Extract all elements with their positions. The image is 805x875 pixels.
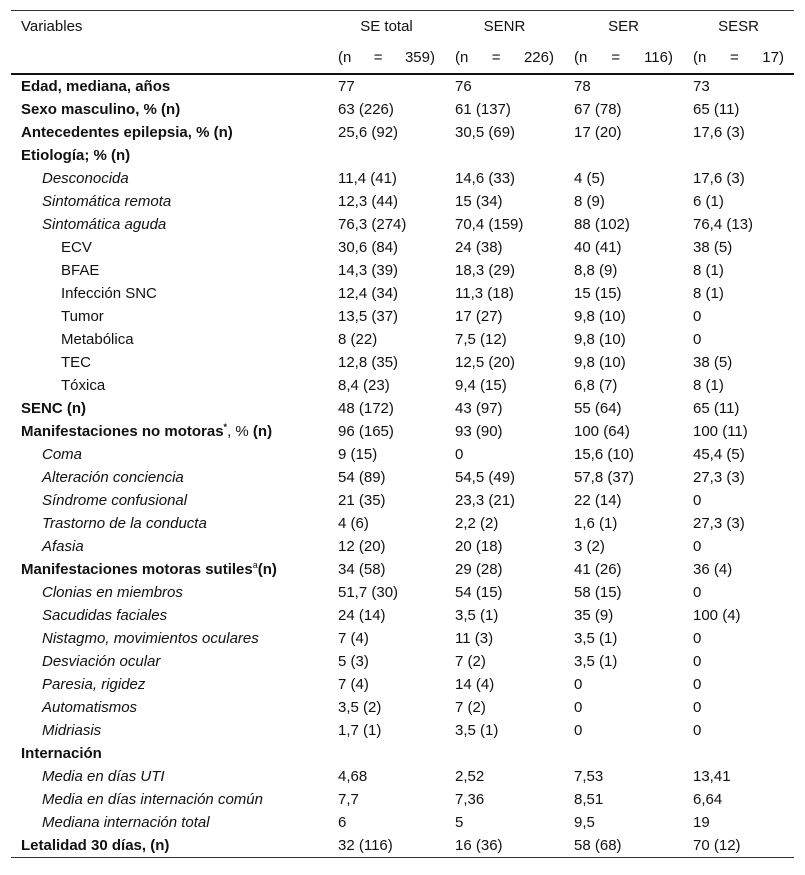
table-row (11, 581, 794, 604)
n-equals: = (729, 49, 739, 66)
cell-sesr (683, 742, 794, 765)
table-row (11, 788, 794, 811)
cell-se-total: 7,7 (338, 791, 359, 808)
cell-se-total: 7 (4) (338, 630, 369, 647)
cell-senr: 54,5 (49) (455, 469, 516, 486)
cell-sesr: 76,4 (13) (693, 216, 754, 233)
cell-ser: 7,53 (574, 768, 604, 785)
row-label: Nistagmo, movimientos oculares (42, 630, 259, 647)
n-value: 116) (644, 49, 673, 66)
cell-senr: 29 (28) (455, 561, 503, 578)
row-label: Letalidad 30 días, (n) (11, 834, 328, 858)
cell-senr: 20 (18) (455, 538, 503, 555)
cell-ser: 55 (64) (574, 400, 622, 417)
header-n-ser (564, 42, 683, 74)
cell-se-total: 76,3 (274) (338, 216, 407, 233)
cell-senr: 3,5 (1) (455, 607, 499, 624)
cell-senr: 7,36 (455, 791, 485, 808)
cell-sesr: 8 (1) (693, 285, 724, 302)
row-label: Coma (42, 446, 83, 463)
n-open: (n (693, 49, 707, 66)
table-row (11, 144, 794, 167)
cell-sesr: 17,6 (3) (693, 170, 745, 187)
footnote-marker: a (252, 560, 258, 570)
header-se-total: SE total (328, 11, 445, 43)
table-row (11, 443, 794, 466)
cell-se-total: 32 (116) (328, 834, 445, 858)
cell-sesr: 45,4 (5) (693, 446, 745, 463)
cell-se-total: 51,7 (30) (338, 584, 399, 601)
cell-senr: 2,52 (455, 768, 485, 785)
cell-se-total: 12 (20) (338, 538, 386, 555)
cell-ser: 0 (574, 676, 583, 693)
table-row (11, 420, 794, 443)
row-label-suffix: (n) (252, 423, 273, 440)
cell-ser: 6,8 (7) (574, 377, 618, 394)
cell-se-total: 25,6 (92) (338, 124, 399, 141)
table-row (11, 489, 794, 512)
cell-senr: 2,2 (2) (455, 515, 499, 532)
cell-ser: 58 (15) (574, 584, 622, 601)
cell-sesr: 0 (693, 676, 702, 693)
cell-sesr: 8 (1) (693, 377, 724, 394)
n-value: 17) (762, 49, 784, 66)
cell-se-total: 6 (338, 814, 347, 831)
cell-senr: 3,5 (1) (455, 722, 499, 739)
cell-sesr: 65 (11) (693, 101, 740, 118)
cell-sesr: 73 (693, 78, 710, 95)
n-value: 359) (404, 49, 435, 66)
table-row (11, 650, 794, 673)
cell-se-total: 34 (58) (338, 561, 386, 578)
row-label: Metabólica (61, 331, 134, 348)
cell-sesr: 0 (693, 653, 702, 670)
cell-sesr: 6 (1) (693, 193, 724, 210)
cell-senr: 17 (27) (455, 308, 503, 325)
cell-ser: 40 (41) (574, 239, 622, 256)
cell-ser: 8,51 (574, 791, 604, 808)
cell-se-total (328, 742, 445, 765)
cell-se-total: 48 (172) (338, 400, 394, 417)
cell-sesr: 13,41 (693, 768, 731, 785)
cell-ser: 9,8 (10) (574, 354, 626, 371)
cell-se-total: 4 (6) (338, 515, 369, 532)
table-row (11, 811, 794, 834)
table-body (11, 74, 794, 858)
row-label (11, 420, 328, 443)
results-table (11, 10, 794, 858)
row-label: Alteración conciencia (42, 469, 184, 486)
row-label: SENC (n) (21, 400, 86, 417)
cell-sesr: 0 (693, 584, 702, 601)
cell-se-total: 3,5 (2) (338, 699, 382, 716)
cell-se-total: 77 (338, 78, 355, 95)
n-value: 226) (523, 49, 554, 66)
table-row (11, 167, 794, 190)
row-label: Desviación ocular (42, 653, 161, 670)
cell-ser: 22 (14) (574, 492, 622, 509)
cell-ser (564, 742, 683, 765)
cell-se-total: 21 (35) (338, 492, 386, 509)
row-label: Midriasis (42, 722, 102, 739)
row-label: Infección SNC (61, 285, 157, 302)
row-label: Internación (21, 745, 102, 762)
cell-ser: 0 (574, 722, 583, 739)
n-open: (n (455, 49, 469, 66)
row-label: Desconocida (42, 170, 129, 187)
cell-senr (445, 742, 564, 765)
cell-senr: 9,4 (15) (455, 377, 507, 394)
table-row (11, 696, 794, 719)
cell-sesr: 38 (5) (693, 354, 733, 371)
row-label: TEC (61, 354, 91, 371)
cell-ser: 3 (2) (574, 538, 605, 555)
cell-ser: 4 (5) (574, 170, 605, 187)
row-label: Automatismos (42, 699, 138, 716)
cell-ser: 3,5 (1) (574, 653, 618, 670)
cell-senr: 5 (455, 814, 464, 831)
cell-ser: 41 (26) (574, 561, 622, 578)
cell-sesr (683, 144, 794, 167)
cell-ser: 8 (9) (574, 193, 605, 210)
cell-sesr: 8 (1) (693, 262, 724, 279)
row-label: Antecedentes epilepsia, % (n) (21, 124, 233, 141)
row-label-text: Manifestaciones no motoras (21, 423, 224, 440)
row-label: Sexo masculino, % (n) (21, 101, 181, 118)
cell-se-total: 12,8 (35) (338, 354, 399, 371)
table-row (11, 627, 794, 650)
table-row (11, 305, 794, 328)
cell-sesr: 17,6 (3) (693, 124, 745, 141)
cell-se-total (328, 144, 445, 167)
cell-se-total: 54 (89) (338, 469, 386, 486)
table-row (11, 673, 794, 696)
row-label: Media en días UTI (42, 768, 165, 785)
cell-ser: 17 (20) (574, 124, 622, 141)
row-label: ECV (61, 239, 92, 256)
cell-sesr: 19 (693, 814, 710, 831)
cell-sesr: 0 (693, 538, 702, 555)
table-row (11, 397, 794, 420)
cell-se-total: 12,4 (34) (338, 285, 399, 302)
cell-se-total: 11,4 (41) (338, 170, 397, 187)
cell-senr: 0 (455, 446, 464, 463)
row-label: Etiología; % (n) (21, 147, 131, 164)
table-row (11, 558, 794, 581)
header-variables: Variables (11, 11, 328, 43)
cell-senr: 30,5 (69) (455, 124, 516, 141)
cell-senr: 23,3 (21) (455, 492, 516, 509)
cell-ser: 88 (102) (574, 216, 630, 233)
header-n-row (11, 42, 794, 74)
table-row (11, 765, 794, 788)
table-row (11, 259, 794, 282)
row-label: Sintomática aguda (42, 216, 167, 233)
cell-senr: 70,4 (159) (455, 216, 524, 233)
row-label: Mediana internación total (42, 814, 210, 831)
cell-sesr: 27,3 (3) (693, 469, 745, 486)
cell-sesr: 0 (693, 722, 702, 739)
cell-se-total: 63 (226) (338, 101, 394, 118)
cell-se-total: 12,3 (44) (338, 193, 399, 210)
n-equals: = (491, 49, 501, 66)
cell-se-total: 7 (4) (338, 676, 369, 693)
table-row (11, 236, 794, 259)
cell-se-total: 9 (15) (338, 446, 378, 463)
cell-senr: 15 (34) (455, 193, 503, 210)
n-open: (n (574, 49, 588, 66)
cell-ser: 35 (9) (574, 607, 614, 624)
cell-sesr: 70 (12) (683, 834, 794, 858)
row-label-suffix-plain: , % (227, 423, 253, 440)
cell-se-total: 5 (3) (338, 653, 369, 670)
cell-sesr: 0 (693, 308, 702, 325)
cell-ser: 9,5 (574, 814, 595, 831)
row-label: Tóxica (61, 377, 106, 394)
cell-se-total: 14,3 (39) (338, 262, 399, 279)
results-table-container (11, 10, 794, 858)
cell-senr: 18,3 (29) (455, 262, 516, 279)
header-n-sesr (683, 42, 794, 74)
cell-senr: 7 (2) (455, 653, 486, 670)
cell-ser: 15 (15) (574, 285, 622, 302)
table-row (11, 604, 794, 627)
header-sesr: SESR (683, 11, 794, 43)
table-row (11, 466, 794, 489)
cell-senr: 14 (4) (455, 676, 495, 693)
n-equals: = (373, 49, 383, 66)
footnote-marker: * (223, 422, 228, 432)
cell-ser (564, 144, 683, 167)
cell-ser: 0 (574, 699, 583, 716)
table-row (11, 719, 794, 742)
cell-senr: 93 (90) (455, 423, 503, 440)
row-label: Sacudidas faciales (42, 607, 168, 624)
header-ser: SER (564, 11, 683, 43)
cell-senr: 76 (455, 78, 472, 95)
table-row (11, 512, 794, 535)
row-label: Paresia, rigidez (42, 676, 146, 693)
row-label: Trastorno de la conducta (42, 515, 207, 532)
cell-se-total: 13,5 (37) (338, 308, 399, 325)
cell-ser: 58 (68) (564, 834, 683, 858)
row-label: BFAE (61, 262, 100, 279)
table-row (11, 535, 794, 558)
cell-ser: 8,8 (9) (574, 262, 618, 279)
cell-ser: 9,8 (10) (574, 308, 626, 325)
cell-sesr: 0 (693, 630, 702, 647)
cell-senr: 12,5 (20) (455, 354, 516, 371)
cell-senr: 24 (38) (455, 239, 503, 256)
cell-sesr: 0 (693, 331, 702, 348)
cell-sesr: 0 (693, 492, 702, 509)
table-row (11, 213, 794, 236)
cell-ser: 57,8 (37) (574, 469, 635, 486)
cell-senr: 7,5 (12) (455, 331, 507, 348)
cell-ser: 9,8 (10) (574, 331, 626, 348)
header-spacer (11, 42, 328, 74)
cell-sesr: 38 (5) (693, 239, 733, 256)
header-n-se-total (328, 42, 445, 74)
cell-se-total: 8 (22) (338, 331, 378, 348)
cell-sesr: 0 (693, 699, 702, 716)
table-row (11, 328, 794, 351)
cell-ser: 1,6 (1) (574, 515, 618, 532)
table-row (11, 98, 794, 121)
row-label: Media en días internación común (42, 791, 263, 808)
n-open: (n (338, 49, 352, 66)
row-label: Sintomática remota (42, 193, 172, 210)
cell-se-total: 96 (165) (338, 423, 394, 440)
cell-ser: 3,5 (1) (574, 630, 618, 647)
table-row (11, 282, 794, 305)
row-label: Tumor (61, 308, 104, 325)
cell-sesr: 100 (11) (693, 423, 748, 440)
cell-sesr: 6,64 (693, 791, 723, 808)
cell-sesr: 65 (11) (693, 400, 740, 417)
header-senr: SENR (445, 11, 564, 43)
row-label: Edad, mediana, años (21, 78, 171, 95)
cell-senr: 11,3 (18) (455, 285, 514, 302)
cell-senr: 61 (137) (455, 101, 511, 118)
cell-sesr: 27,3 (3) (693, 515, 745, 532)
row-label-suffix: (n) (257, 561, 277, 578)
table-row (11, 742, 794, 765)
row-label: Afasia (42, 538, 84, 555)
row-label: Clonias en miembros (42, 584, 183, 601)
cell-ser: 78 (574, 78, 591, 95)
cell-se-total: 1,7 (1) (338, 722, 382, 739)
cell-sesr: 36 (4) (693, 561, 733, 578)
cell-se-total: 30,6 (84) (338, 239, 399, 256)
cell-senr: 7 (2) (455, 699, 486, 716)
table-row (11, 74, 794, 98)
cell-senr (445, 144, 564, 167)
cell-senr: 16 (36) (445, 834, 564, 858)
table-row (11, 190, 794, 213)
table-row (11, 351, 794, 374)
row-label-text: Manifestaciones motoras sutiles (21, 561, 253, 578)
cell-se-total: 4,68 (338, 768, 368, 785)
table-row (11, 121, 794, 144)
cell-senr: 54 (15) (455, 584, 503, 601)
table-row (11, 834, 794, 858)
cell-senr: 11 (3) (455, 630, 494, 647)
cell-senr: 43 (97) (455, 400, 503, 417)
cell-senr: 14,6 (33) (455, 170, 516, 187)
cell-se-total: 8,4 (23) (338, 377, 390, 394)
cell-ser: 100 (64) (574, 423, 630, 440)
cell-sesr: 100 (4) (693, 607, 741, 624)
cell-se-total: 24 (14) (338, 607, 386, 624)
n-equals: = (611, 49, 621, 66)
cell-ser: 15,6 (10) (574, 446, 635, 463)
row-label (11, 558, 328, 581)
row-label: Síndrome confusional (42, 492, 188, 509)
header-n-senr (445, 42, 564, 74)
table-header (11, 11, 794, 75)
cell-ser: 67 (78) (574, 101, 622, 118)
header-row (11, 11, 794, 43)
table-row (11, 374, 794, 397)
